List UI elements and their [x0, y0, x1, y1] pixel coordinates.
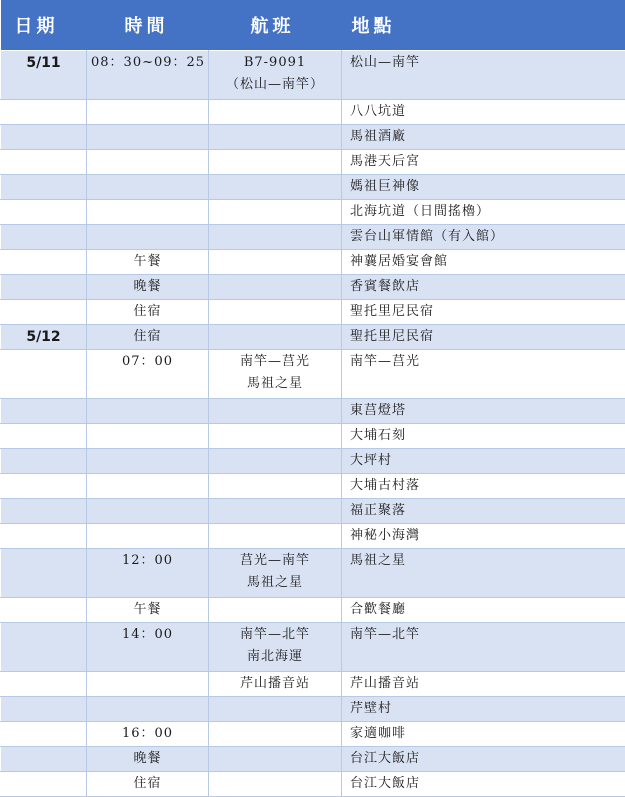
place-cell: 南竿—莒光	[342, 349, 625, 398]
table-row	[1, 423, 625, 448]
date-cell	[1, 746, 87, 771]
table-row	[1, 99, 625, 124]
table-row	[1, 50, 625, 99]
place-cell: 馬港天后宮	[342, 149, 625, 174]
table-row	[1, 696, 625, 721]
place-cell: 媽祖巨神像	[342, 174, 625, 199]
table-row	[1, 597, 625, 622]
flight-cell	[209, 473, 342, 498]
table-row	[1, 473, 625, 498]
date-cell	[1, 473, 87, 498]
date-cell	[1, 548, 87, 597]
table-row	[1, 523, 625, 548]
flight-cell	[209, 696, 342, 721]
place-cell: 家適咖啡	[342, 721, 625, 746]
place-cell: 芹山播音站	[342, 671, 625, 696]
time-cell: 住宿	[87, 324, 209, 349]
time-cell: 晚餐	[87, 274, 209, 299]
date-cell	[1, 771, 87, 796]
table-row	[1, 721, 625, 746]
place-cell: 八八坑道	[342, 99, 625, 124]
table-row	[1, 398, 625, 423]
flight-cell	[209, 99, 342, 124]
flight-cell	[209, 174, 342, 199]
flight-cell	[209, 349, 342, 398]
table-row	[1, 249, 625, 274]
table-row	[1, 324, 625, 349]
table-row	[1, 622, 625, 671]
place-cell: 芹壁村	[342, 696, 625, 721]
date-cell: 5/12	[1, 324, 87, 349]
time-cell: 07：00	[87, 349, 209, 398]
place-cell: 聖托里尼民宿	[342, 299, 625, 324]
place-cell: 南竿—北竿	[342, 622, 625, 671]
table-row	[1, 771, 625, 796]
place-cell: 台江大飯店	[342, 771, 625, 796]
date-cell	[1, 224, 87, 249]
place-cell: 雲台山軍情館（有入館）	[342, 224, 625, 249]
table-row	[1, 746, 625, 771]
time-cell	[87, 523, 209, 548]
place-cell: 大埔古村落	[342, 473, 625, 498]
date-cell	[1, 671, 87, 696]
flight-cell	[209, 448, 342, 473]
time-cell: 住宿	[87, 299, 209, 324]
date-cell	[1, 174, 87, 199]
table-row	[1, 349, 625, 398]
table-row	[1, 174, 625, 199]
date-cell	[1, 498, 87, 523]
flight-cell	[209, 423, 342, 448]
time-cell	[87, 99, 209, 124]
date-cell: 5/11	[1, 50, 87, 99]
flight-cell	[209, 523, 342, 548]
table-row	[1, 548, 625, 597]
date-cell	[1, 622, 87, 671]
flight-line: B7-9091	[213, 52, 337, 74]
flight-subline: 馬祖之星	[213, 572, 337, 594]
place-cell: 大坪村	[342, 448, 625, 473]
date-cell	[1, 448, 87, 473]
time-cell	[87, 423, 209, 448]
itinerary-rows	[1, 50, 625, 796]
flight-cell	[209, 721, 342, 746]
date-cell	[1, 274, 87, 299]
table-row	[1, 299, 625, 324]
time-cell: 12：00	[87, 548, 209, 597]
time-cell	[87, 224, 209, 249]
time-cell	[87, 174, 209, 199]
time-cell	[87, 696, 209, 721]
time-cell: 午餐	[87, 597, 209, 622]
flight-cell	[209, 124, 342, 149]
table-row	[1, 224, 625, 249]
place-cell: 馬祖之星	[342, 548, 625, 597]
place-cell: 台江大飯店	[342, 746, 625, 771]
date-cell	[1, 249, 87, 274]
flight-subline: （松山—南竿）	[213, 74, 337, 96]
flight-cell	[209, 50, 342, 99]
date-cell	[1, 149, 87, 174]
date-cell	[1, 349, 87, 398]
time-cell: 16：00	[87, 721, 209, 746]
place-cell: 福正聚落	[342, 498, 625, 523]
place-cell: 香賓餐飲店	[342, 274, 625, 299]
flight-line: 南竿—北竿	[213, 624, 337, 646]
flight-cell	[209, 671, 342, 696]
flight-cell	[209, 622, 342, 671]
place-cell: 東莒燈塔	[342, 398, 625, 423]
date-cell	[1, 597, 87, 622]
date-cell	[1, 398, 87, 423]
flight-cell	[209, 398, 342, 423]
date-cell	[1, 423, 87, 448]
flight-cell	[209, 249, 342, 274]
table-row	[1, 199, 625, 224]
place-cell: 聖托里尼民宿	[342, 324, 625, 349]
place-cell: 北海坑道（日間搖櫓）	[342, 199, 625, 224]
table-row	[1, 671, 625, 696]
table-row	[1, 124, 625, 149]
flight-cell	[209, 224, 342, 249]
flight-cell	[209, 324, 342, 349]
time-cell	[87, 498, 209, 523]
flight-cell	[209, 771, 342, 796]
flight-cell	[209, 597, 342, 622]
place-cell: 神秘小海灣	[342, 523, 625, 548]
date-cell	[1, 99, 87, 124]
flight-subline: 南北海運	[213, 646, 337, 668]
table-row	[1, 274, 625, 299]
time-cell	[87, 124, 209, 149]
table-row	[1, 498, 625, 523]
place-cell: 大埔石刻	[342, 423, 625, 448]
date-cell	[1, 721, 87, 746]
flight-cell	[209, 274, 342, 299]
header-place: 地點	[342, 0, 625, 50]
place-cell: 松山—南竿	[342, 50, 625, 99]
flight-cell	[209, 548, 342, 597]
time-cell	[87, 398, 209, 423]
place-cell: 神蘘居婚宴會館	[342, 249, 625, 274]
date-cell	[1, 299, 87, 324]
header-flight: 航班	[209, 0, 342, 50]
header-date: 日期	[1, 0, 87, 50]
time-cell	[87, 149, 209, 174]
time-cell: 午餐	[87, 249, 209, 274]
time-cell	[87, 448, 209, 473]
flight-line: 南竿—莒光	[213, 351, 337, 373]
header-time: 時間	[87, 0, 209, 50]
time-cell: 14：00	[87, 622, 209, 671]
flight-cell	[209, 149, 342, 174]
date-cell	[1, 696, 87, 721]
flight-cell	[209, 746, 342, 771]
time-cell: 住宿	[87, 771, 209, 796]
table-row	[1, 149, 625, 174]
flight-cell	[209, 199, 342, 224]
flight-line: 莒光—南竿	[213, 550, 337, 572]
date-cell	[1, 199, 87, 224]
flight-subline: 馬祖之星	[213, 373, 337, 395]
table-row	[1, 448, 625, 473]
flight-cell	[209, 498, 342, 523]
time-cell	[87, 671, 209, 696]
flight-line: 芹山播音站	[213, 673, 337, 695]
place-cell: 馬祖酒廠	[342, 124, 625, 149]
place-cell: 合歡餐廳	[342, 597, 625, 622]
flight-cell	[209, 299, 342, 324]
time-cell	[87, 473, 209, 498]
date-cell	[1, 523, 87, 548]
time-cell	[87, 199, 209, 224]
date-cell	[1, 124, 87, 149]
table-header-row	[1, 0, 625, 50]
time-cell: 晚餐	[87, 746, 209, 771]
time-cell: 08：30~09：25	[87, 50, 209, 99]
